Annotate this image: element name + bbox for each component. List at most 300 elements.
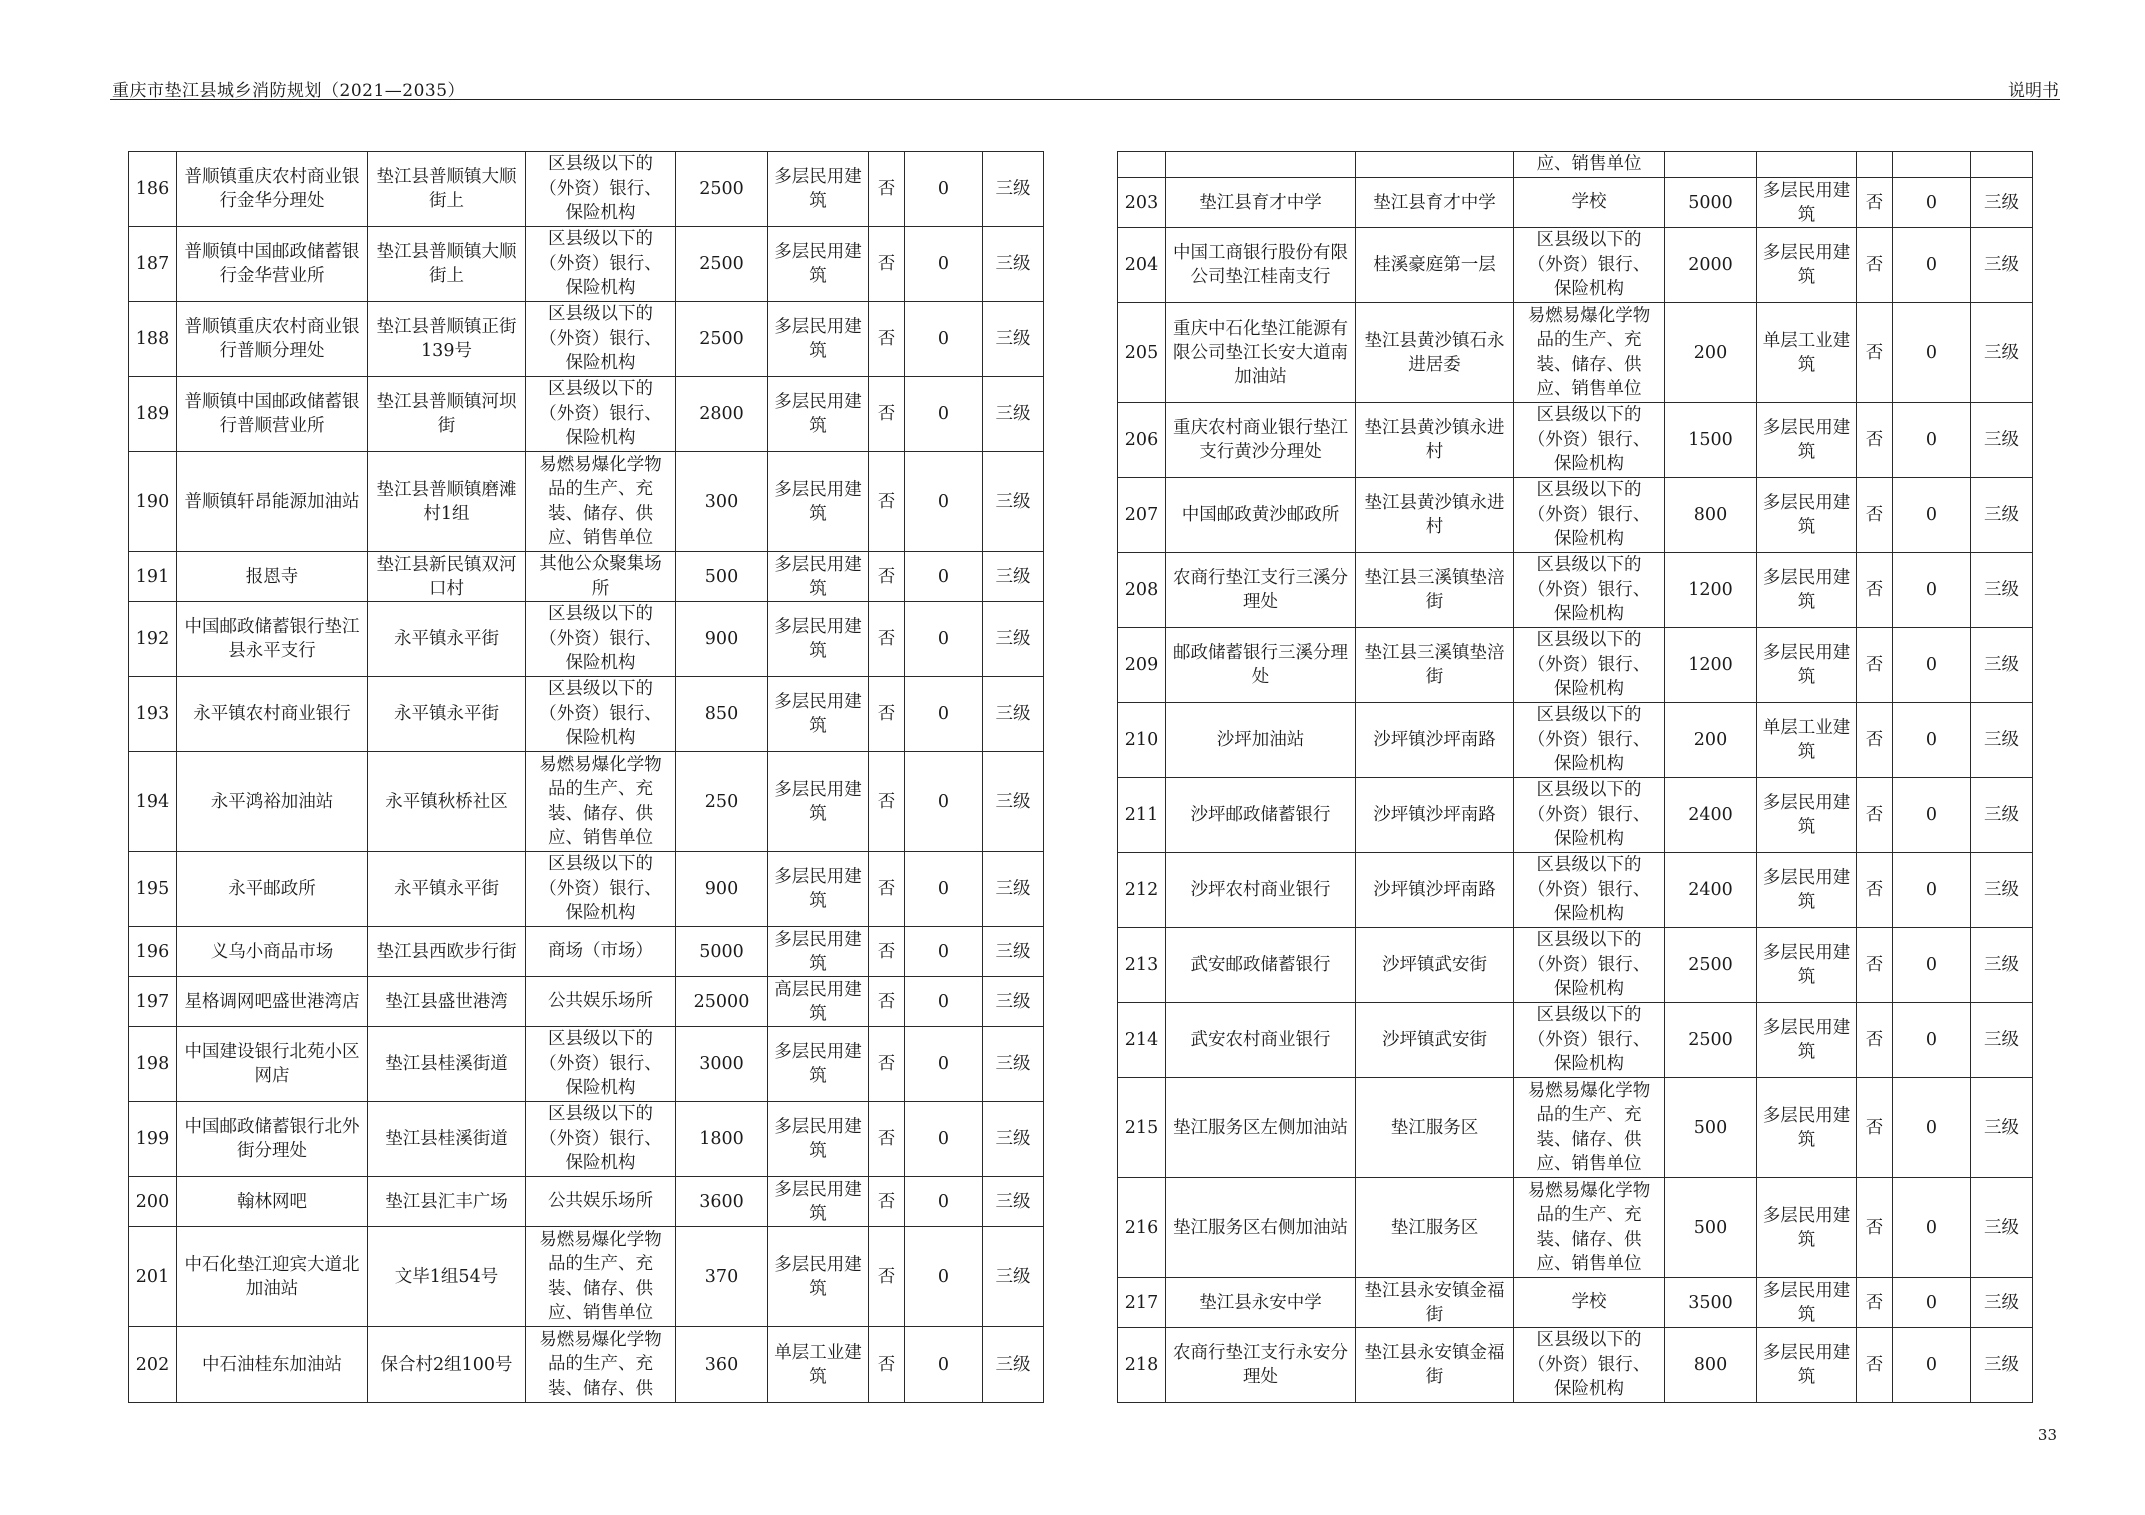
cell-building: 单层工业建筑 xyxy=(1757,303,1857,403)
cell-name: 重庆中石化垫江能源有限公司垫江长安大道南加油站 xyxy=(1166,303,1356,403)
cell-building: 多层民用建筑 xyxy=(768,752,869,852)
cell-address: 垫江县新民镇双河口村 xyxy=(368,552,526,602)
cell-level: 三级 xyxy=(983,552,1044,602)
cell-name: 中国邮政黄沙邮政所 xyxy=(1166,478,1356,553)
cell-address: 沙坪镇沙坪南路 xyxy=(1356,853,1514,928)
cell-flag: 否 xyxy=(1857,928,1893,1003)
cell-name: 农商行垫江支行三溪分理处 xyxy=(1166,553,1356,628)
table-row xyxy=(1118,1178,2033,1278)
table-row xyxy=(129,1227,1044,1327)
cell-count: 0 xyxy=(1893,178,1971,228)
cell-address: 沙坪镇武安街 xyxy=(1356,1003,1514,1078)
cell-no: 197 xyxy=(129,977,177,1027)
cell-level: 三级 xyxy=(1971,1078,2033,1178)
cell-category: 区县级以下的（外资）银行、保险机构 xyxy=(526,377,676,452)
cell-flag: 否 xyxy=(1857,1328,1893,1403)
cell-count: 0 xyxy=(905,377,983,452)
cell-name: 中国邮政储蓄银行垫江县永平支行 xyxy=(177,602,368,677)
cell-level: 三级 xyxy=(983,1227,1044,1327)
table-row xyxy=(129,452,1044,552)
cell-name: 邮政储蓄银行三溪分理处 xyxy=(1166,628,1356,703)
cell-no: 214 xyxy=(1118,1003,1166,1078)
cell-building: 多层民用建筑 xyxy=(1757,228,1857,303)
cell-level: 三级 xyxy=(983,852,1044,927)
cell-building: 多层民用建筑 xyxy=(768,302,869,377)
table-row xyxy=(129,1327,1044,1403)
cell-count: 0 xyxy=(905,752,983,852)
cell-count: 0 xyxy=(905,1327,983,1403)
cell-no: 200 xyxy=(129,1177,177,1227)
cell-category: 区县级以下的（外资）银行、保险机构 xyxy=(1514,928,1665,1003)
cell-address: 文毕1组54号 xyxy=(368,1227,526,1327)
page-number: 33 xyxy=(2037,1426,2057,1444)
cell-level: 三级 xyxy=(1971,553,2033,628)
cell-building: 多层民用建筑 xyxy=(1757,853,1857,928)
cell-no: 191 xyxy=(129,552,177,602)
cell-level: 三级 xyxy=(983,227,1044,302)
cell-flag: 否 xyxy=(1857,778,1893,853)
cell-address: 沙坪镇沙坪南路 xyxy=(1356,703,1514,778)
table-row xyxy=(129,602,1044,677)
cell-area: 3600 xyxy=(676,1177,768,1227)
table-row xyxy=(1118,403,2033,478)
cell-flag: 否 xyxy=(1857,1178,1893,1278)
cell-name: 垫江县永安中学 xyxy=(1166,1278,1356,1328)
cell-level: 三级 xyxy=(983,927,1044,977)
cell-count: 0 xyxy=(1893,303,1971,403)
cell-category: 区县级以下的（外资）银行、保险机构 xyxy=(1514,403,1665,478)
cell-name: 普顺镇中国邮政储蓄银行金华营业所 xyxy=(177,227,368,302)
cell-level: 三级 xyxy=(1971,928,2033,1003)
fire-unit-table-right xyxy=(1117,151,2033,1403)
cell-category: 公共娱乐场所 xyxy=(526,977,676,1027)
cell-level xyxy=(1971,152,2033,178)
cell-count: 0 xyxy=(1893,928,1971,1003)
cell-building xyxy=(1757,152,1857,178)
cell-category: 区县级以下的（外资）银行、保险机构 xyxy=(1514,853,1665,928)
table-row xyxy=(129,852,1044,927)
cell-flag: 否 xyxy=(869,752,905,852)
cell-name: 义乌小商品市场 xyxy=(177,927,368,977)
cell-name: 沙坪邮政储蓄银行 xyxy=(1166,778,1356,853)
cell-count: 0 xyxy=(1893,1078,1971,1178)
cell-count: 0 xyxy=(1893,1003,1971,1078)
cell-no: 211 xyxy=(1118,778,1166,853)
cell-count: 0 xyxy=(905,1102,983,1177)
cell-building: 多层民用建筑 xyxy=(1757,1003,1857,1078)
cell-flag: 否 xyxy=(869,452,905,552)
cell-no: 207 xyxy=(1118,478,1166,553)
cell-name: 农商行垫江支行永安分理处 xyxy=(1166,1328,1356,1403)
cell-category: 区县级以下的（外资）银行、保险机构 xyxy=(1514,628,1665,703)
cell-flag: 否 xyxy=(1857,628,1893,703)
cell-flag: 否 xyxy=(1857,478,1893,553)
cell-flag: 否 xyxy=(1857,303,1893,403)
table-row xyxy=(1118,553,2033,628)
cell-count: 0 xyxy=(905,1027,983,1102)
cell-level: 三级 xyxy=(983,1177,1044,1227)
cell-area: 200 xyxy=(1665,303,1757,403)
cell-level: 三级 xyxy=(983,1327,1044,1403)
cell-count: 0 xyxy=(905,302,983,377)
cell-name xyxy=(1166,152,1356,178)
cell-no: 217 xyxy=(1118,1278,1166,1328)
cell-building: 多层民用建筑 xyxy=(768,152,869,227)
cell-no: 206 xyxy=(1118,403,1166,478)
cell-flag: 否 xyxy=(869,377,905,452)
cell-building: 多层民用建筑 xyxy=(1757,478,1857,553)
cell-no: 213 xyxy=(1118,928,1166,1003)
table-row xyxy=(129,977,1044,1027)
cell-count: 0 xyxy=(1893,1278,1971,1328)
cell-flag: 否 xyxy=(869,977,905,1027)
cell-no: 208 xyxy=(1118,553,1166,628)
cell-name: 垫江服务区右侧加油站 xyxy=(1166,1178,1356,1278)
cell-area: 2500 xyxy=(676,302,768,377)
cell-address: 垫江县普顺镇大顺街上 xyxy=(368,152,526,227)
cell-building: 多层民用建筑 xyxy=(768,602,869,677)
cell-category: 区县级以下的（外资）银行、保险机构 xyxy=(526,302,676,377)
cell-level: 三级 xyxy=(983,302,1044,377)
cell-building: 多层民用建筑 xyxy=(1757,1278,1857,1328)
table-row xyxy=(1118,178,2033,228)
cell-address: 永平镇永平街 xyxy=(368,602,526,677)
cell-no: 198 xyxy=(129,1027,177,1102)
cell-level: 三级 xyxy=(1971,778,2033,853)
cell-address: 桂溪豪庭第一层 xyxy=(1356,228,1514,303)
cell-level: 三级 xyxy=(1971,478,2033,553)
cell-area: 360 xyxy=(676,1327,768,1403)
cell-category: 区县级以下的（外资）银行、保险机构 xyxy=(1514,1003,1665,1078)
cell-category: 易燃易爆化学物品的生产、充装、储存、供应、销售单位 xyxy=(526,752,676,852)
cell-address: 垫江县三溪镇垫涪街 xyxy=(1356,628,1514,703)
cell-name: 永平镇农村商业银行 xyxy=(177,677,368,752)
cell-name: 普顺镇轩昂能源加油站 xyxy=(177,452,368,552)
cell-area: 2400 xyxy=(1665,778,1757,853)
cell-category: 学校 xyxy=(1514,1278,1665,1328)
cell-count xyxy=(1893,152,1971,178)
table-row xyxy=(129,152,1044,227)
cell-no: 192 xyxy=(129,602,177,677)
cell-building: 多层民用建筑 xyxy=(768,227,869,302)
cell-no: 187 xyxy=(129,227,177,302)
cell-area: 5000 xyxy=(1665,178,1757,228)
cell-category: 商场（市场） xyxy=(526,927,676,977)
table-row xyxy=(1118,303,2033,403)
cell-name: 中石化垫江迎宾大道北加油站 xyxy=(177,1227,368,1327)
cell-name: 报恩寺 xyxy=(177,552,368,602)
cell-no: 203 xyxy=(1118,178,1166,228)
cell-level: 三级 xyxy=(1971,703,2033,778)
cell-address: 垫江县永安镇金福街 xyxy=(1356,1328,1514,1403)
cell-no: 201 xyxy=(129,1227,177,1327)
cell-count: 0 xyxy=(905,152,983,227)
cell-address: 垫江县黄沙镇永进村 xyxy=(1356,403,1514,478)
cell-area: 3000 xyxy=(676,1027,768,1102)
cell-flag: 否 xyxy=(869,1177,905,1227)
cell-count: 0 xyxy=(905,552,983,602)
cell-level: 三级 xyxy=(1971,628,2033,703)
table-row xyxy=(129,552,1044,602)
table-row xyxy=(1118,478,2033,553)
table-row xyxy=(129,752,1044,852)
cell-flag: 否 xyxy=(1857,703,1893,778)
cell-building: 多层民用建筑 xyxy=(768,852,869,927)
cell-area: 900 xyxy=(676,852,768,927)
table-row xyxy=(1118,1278,2033,1328)
cell-area xyxy=(1665,152,1757,178)
cell-level: 三级 xyxy=(983,452,1044,552)
cell-building: 多层民用建筑 xyxy=(1757,1328,1857,1403)
table-row xyxy=(1118,628,2033,703)
cell-level: 三级 xyxy=(1971,1278,2033,1328)
cell-building: 多层民用建筑 xyxy=(768,927,869,977)
table-row xyxy=(129,1102,1044,1177)
cell-category: 其他公众聚集场所 xyxy=(526,552,676,602)
cell-name: 中国工商银行股份有限公司垫江桂南支行 xyxy=(1166,228,1356,303)
cell-no: 188 xyxy=(129,302,177,377)
cell-flag: 否 xyxy=(1857,553,1893,628)
cell-area: 500 xyxy=(676,552,768,602)
cell-flag: 否 xyxy=(869,302,905,377)
cell-category: 区县级以下的（外资）银行、保险机构 xyxy=(1514,703,1665,778)
cell-level: 三级 xyxy=(1971,403,2033,478)
cell-name: 重庆农村商业银行垫江支行黄沙分理处 xyxy=(1166,403,1356,478)
cell-count: 0 xyxy=(1893,1178,1971,1278)
cell-area: 300 xyxy=(676,452,768,552)
cell-no: 189 xyxy=(129,377,177,452)
cell-name: 翰林网吧 xyxy=(177,1177,368,1227)
cell-category: 应、销售单位 xyxy=(1514,152,1665,178)
cell-level: 三级 xyxy=(983,377,1044,452)
cell-category: 易燃易爆化学物品的生产、充装、储存、供 xyxy=(526,1327,676,1403)
cell-flag: 否 xyxy=(869,677,905,752)
cell-name: 垫江服务区左侧加油站 xyxy=(1166,1078,1356,1178)
cell-no: 215 xyxy=(1118,1078,1166,1178)
cell-level: 三级 xyxy=(983,677,1044,752)
cell-area: 2500 xyxy=(676,152,768,227)
cell-building: 多层民用建筑 xyxy=(1757,178,1857,228)
cell-count: 0 xyxy=(905,677,983,752)
cell-category: 区县级以下的（外资）银行、保险机构 xyxy=(1514,778,1665,853)
cell-address: 垫江县普顺镇正街139号 xyxy=(368,302,526,377)
cell-address: 永平镇永平街 xyxy=(368,852,526,927)
cell-no: 204 xyxy=(1118,228,1166,303)
cell-flag: 否 xyxy=(1857,228,1893,303)
cell-area: 500 xyxy=(1665,1178,1757,1278)
table-row xyxy=(1118,703,2033,778)
table-row xyxy=(1118,228,2033,303)
cell-count: 0 xyxy=(1893,703,1971,778)
cell-category: 学校 xyxy=(1514,178,1665,228)
cell-name: 普顺镇重庆农村商业银行金华分理处 xyxy=(177,152,368,227)
cell-name: 中石油桂东加油站 xyxy=(177,1327,368,1403)
cell-category: 易燃易爆化学物品的生产、充装、储存、供应、销售单位 xyxy=(526,1227,676,1327)
cell-flag: 否 xyxy=(869,152,905,227)
cell-flag: 否 xyxy=(1857,403,1893,478)
cell-name: 永平邮政所 xyxy=(177,852,368,927)
cell-level: 三级 xyxy=(983,1102,1044,1177)
cell-count: 0 xyxy=(1893,403,1971,478)
cell-category: 易燃易爆化学物品的生产、充装、储存、供应、销售单位 xyxy=(1514,1078,1665,1178)
table-row xyxy=(129,302,1044,377)
cell-address: 垫江县汇丰广场 xyxy=(368,1177,526,1227)
cell-level: 三级 xyxy=(1971,853,2033,928)
cell-address: 沙坪镇武安街 xyxy=(1356,928,1514,1003)
cell-category: 区县级以下的（外资）银行、保险机构 xyxy=(526,1027,676,1102)
cell-category: 易燃易爆化学物品的生产、充装、储存、供应、销售单位 xyxy=(1514,1178,1665,1278)
cell-address: 垫江县普顺镇磨滩村1组 xyxy=(368,452,526,552)
cell-no: 195 xyxy=(129,852,177,927)
cell-category: 公共娱乐场所 xyxy=(526,1177,676,1227)
cell-building: 多层民用建筑 xyxy=(1757,928,1857,1003)
table-row xyxy=(129,1177,1044,1227)
cell-area: 800 xyxy=(1665,478,1757,553)
cell-count: 0 xyxy=(905,452,983,552)
cell-flag: 否 xyxy=(869,927,905,977)
document-title: 重庆市垫江县城乡消防规划（2021—2035） xyxy=(112,81,466,101)
cell-count: 0 xyxy=(1893,853,1971,928)
cell-building: 多层民用建筑 xyxy=(1757,1178,1857,1278)
cell-category: 区县级以下的（外资）银行、保险机构 xyxy=(1514,478,1665,553)
document-type: 说明书 xyxy=(2008,81,2059,101)
cell-no: 186 xyxy=(129,152,177,227)
cell-count: 0 xyxy=(1893,1328,1971,1403)
cell-level: 三级 xyxy=(983,152,1044,227)
cell-area: 1500 xyxy=(1665,403,1757,478)
cell-building: 多层民用建筑 xyxy=(1757,403,1857,478)
cell-flag: 否 xyxy=(1857,178,1893,228)
cell-count: 0 xyxy=(905,852,983,927)
cell-count: 0 xyxy=(905,977,983,1027)
cell-area: 2500 xyxy=(1665,1003,1757,1078)
cell-flag: 否 xyxy=(1857,1078,1893,1178)
cell-building: 多层民用建筑 xyxy=(768,1102,869,1177)
cell-area: 370 xyxy=(676,1227,768,1327)
cell-building: 多层民用建筑 xyxy=(768,677,869,752)
table-row-continuation xyxy=(1118,152,2033,178)
cell-count: 0 xyxy=(1893,553,1971,628)
cell-no: 190 xyxy=(129,452,177,552)
cell-area: 2500 xyxy=(676,227,768,302)
table-row xyxy=(1118,1328,2033,1403)
cell-flag: 否 xyxy=(869,552,905,602)
cell-address: 垫江县永安镇金福街 xyxy=(1356,1278,1514,1328)
cell-count: 0 xyxy=(1893,478,1971,553)
cell-level: 三级 xyxy=(983,752,1044,852)
cell-address: 垫江县盛世港湾 xyxy=(368,977,526,1027)
cell-flag: 否 xyxy=(869,852,905,927)
cell-no: 199 xyxy=(129,1102,177,1177)
cell-area: 1200 xyxy=(1665,628,1757,703)
cell-category: 区县级以下的（外资）银行、保险机构 xyxy=(526,852,676,927)
cell-level: 三级 xyxy=(1971,178,2033,228)
cell-area: 5000 xyxy=(676,927,768,977)
table-row xyxy=(1118,778,2033,853)
cell-name: 武安邮政储蓄银行 xyxy=(1166,928,1356,1003)
table-row xyxy=(1118,1078,2033,1178)
cell-no: 202 xyxy=(129,1327,177,1403)
cell-flag: 否 xyxy=(869,1327,905,1403)
cell-building: 多层民用建筑 xyxy=(1757,628,1857,703)
table-row xyxy=(1118,853,2033,928)
cell-level: 三级 xyxy=(1971,1178,2033,1278)
cell-building: 多层民用建筑 xyxy=(768,1177,869,1227)
cell-count: 0 xyxy=(905,927,983,977)
cell-area: 1200 xyxy=(1665,553,1757,628)
cell-area: 2000 xyxy=(1665,228,1757,303)
cell-address: 垫江县黄沙镇永进村 xyxy=(1356,478,1514,553)
cell-level: 三级 xyxy=(983,977,1044,1027)
cell-level: 三级 xyxy=(983,1027,1044,1102)
cell-address: 永平镇永平街 xyxy=(368,677,526,752)
cell-category: 区县级以下的（外资）银行、保险机构 xyxy=(1514,1328,1665,1403)
cell-name: 星格调网吧盛世港湾店 xyxy=(177,977,368,1027)
cell-address: 垫江县普顺镇河坝街 xyxy=(368,377,526,452)
cell-category: 易燃易爆化学物品的生产、充装、储存、供应、销售单位 xyxy=(1514,303,1665,403)
cell-address: 垫江县西欧步行街 xyxy=(368,927,526,977)
cell-no: 209 xyxy=(1118,628,1166,703)
cell-count: 0 xyxy=(905,1177,983,1227)
cell-count: 0 xyxy=(905,602,983,677)
cell-building: 单层工业建筑 xyxy=(768,1327,869,1403)
cell-area: 2500 xyxy=(1665,928,1757,1003)
cell-count: 0 xyxy=(905,227,983,302)
cell-flag: 否 xyxy=(869,602,905,677)
cell-address: 垫江县桂溪街道 xyxy=(368,1102,526,1177)
cell-no: 196 xyxy=(129,927,177,977)
table-row xyxy=(129,377,1044,452)
cell-building: 多层民用建筑 xyxy=(768,1027,869,1102)
cell-name: 垫江县育才中学 xyxy=(1166,178,1356,228)
cell-no: 205 xyxy=(1118,303,1166,403)
cell-flag: 否 xyxy=(869,1027,905,1102)
cell-building: 多层民用建筑 xyxy=(768,1227,869,1327)
cell-area: 900 xyxy=(676,602,768,677)
table-row xyxy=(129,927,1044,977)
cell-building: 多层民用建筑 xyxy=(1757,778,1857,853)
cell-no: 194 xyxy=(129,752,177,852)
cell-address: 垫江县三溪镇垫涪街 xyxy=(1356,553,1514,628)
cell-building: 多层民用建筑 xyxy=(768,377,869,452)
cell-address: 垫江县黄沙镇石永进居委 xyxy=(1356,303,1514,403)
cell-category: 区县级以下的（外资）银行、保险机构 xyxy=(526,677,676,752)
cell-level: 三级 xyxy=(983,602,1044,677)
cell-building: 多层民用建筑 xyxy=(768,552,869,602)
cell-category: 区县级以下的（外资）银行、保险机构 xyxy=(1514,228,1665,303)
cell-name: 中国邮政储蓄银行北外街分理处 xyxy=(177,1102,368,1177)
table-row xyxy=(1118,928,2033,1003)
cell-address: 垫江服务区 xyxy=(1356,1178,1514,1278)
cell-category: 区县级以下的（外资）银行、保险机构 xyxy=(526,602,676,677)
cell-area: 2800 xyxy=(676,377,768,452)
cell-no xyxy=(1118,152,1166,178)
cell-level: 三级 xyxy=(1971,303,2033,403)
cell-area: 25000 xyxy=(676,977,768,1027)
cell-address: 沙坪镇沙坪南路 xyxy=(1356,778,1514,853)
cell-area: 800 xyxy=(1665,1328,1757,1403)
header-divider xyxy=(110,99,2060,100)
cell-area: 3500 xyxy=(1665,1278,1757,1328)
cell-name: 沙坪农村商业银行 xyxy=(1166,853,1356,928)
cell-address xyxy=(1356,152,1514,178)
cell-category: 易燃易爆化学物品的生产、充装、储存、供应、销售单位 xyxy=(526,452,676,552)
cell-area: 850 xyxy=(676,677,768,752)
table-row xyxy=(1118,1003,2033,1078)
table-row xyxy=(129,227,1044,302)
cell-building: 高层民用建筑 xyxy=(768,977,869,1027)
cell-address: 垫江县普顺镇大顺街上 xyxy=(368,227,526,302)
